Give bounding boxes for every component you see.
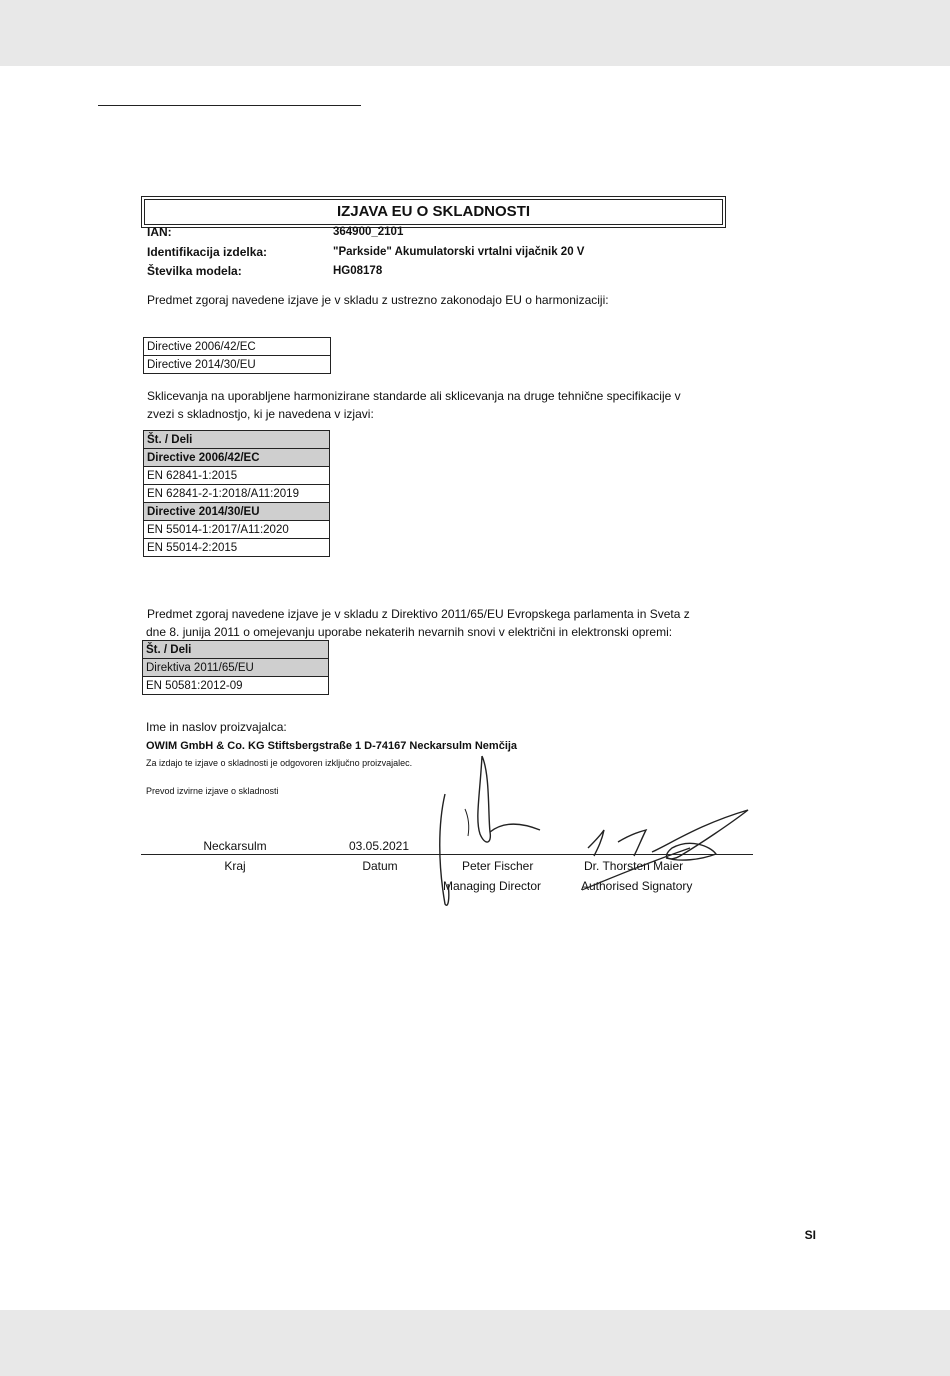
doc-title: IZJAVA EU O SKLADNOSTI: [336, 203, 531, 220]
directive-cell: Directive 2006/42/EC: [144, 338, 331, 356]
standard-row: EN 62841-2-1:2018/A11:2019: [144, 485, 330, 503]
product-id-value: "Parkside" Akumulatorski vrtalni vijačnik 20 V: [333, 246, 585, 258]
signer2-role: Authorised Signatory: [581, 879, 693, 893]
place-value: Neckarsulm: [203, 839, 267, 853]
ian-value: 364900_2101: [333, 226, 404, 238]
responsibility-text: Za izdajo te izjave o skladnosti je odgovoren izključno proizvajalec.: [146, 758, 413, 768]
rohs-text-1: Predmet zgoraj navedene izjave je v skladu z Direktivo 2011/65/EU Evropskega parlamenta in Sveta z: [147, 607, 690, 621]
directive-row: Direktiva 2011/65/EU: [143, 659, 329, 677]
table-header: Št. / Deli: [144, 431, 330, 449]
header-rule: [98, 105, 361, 106]
rohs-table: [142, 640, 329, 695]
standards-text: Sklicevanja na uporabljene harmonizirane standarde ali sklicevanja na druge tehnične specifikacije v zvezi s skladnostjo, ki je navedena v izjavi:: [147, 389, 681, 421]
language-marker: SI: [804, 1228, 816, 1242]
product-id-label: Identifikacija izdelka:: [147, 245, 268, 259]
date-label: Datum: [362, 859, 398, 873]
standard-row: EN 55014-2:2015: [144, 539, 330, 557]
standards-table: [143, 430, 330, 557]
signature-fischer: [430, 754, 550, 914]
signer1-role: Managing Director: [443, 879, 542, 893]
model-label: Številka modela:: [147, 264, 242, 278]
manufacturer-label: Ime in naslov proizvajalca:: [146, 720, 287, 734]
signer2-name: Dr. Thorsten Maier: [584, 859, 684, 873]
directive-row: Directive 2014/30/EU: [144, 503, 330, 521]
signature-maier: [580, 804, 752, 914]
directive-cell: Directive 2014/30/EU: [144, 356, 331, 374]
translation-note: Prevod izvirne izjave o skladnosti: [146, 786, 279, 796]
title-box: [144, 199, 723, 225]
date-value: 03.05.2021: [348, 839, 410, 853]
directives-table: [143, 337, 331, 374]
place-label: Kraj: [224, 859, 246, 873]
standard-row: EN 55014-1:2017/A11:2020: [144, 521, 330, 539]
model-value: HG08178: [333, 265, 383, 277]
signer1-name: Peter Fischer: [462, 859, 534, 873]
manufacturer-address: OWIM GmbH & Co. KG Stiftsbergstraße 1 D-74167 Neckarsulm Nemčija: [146, 740, 518, 752]
document-page: [0, 66, 950, 1310]
table-header: Št. / Deli: [143, 641, 329, 659]
directive-row: Directive 2006/42/EC: [144, 449, 330, 467]
intro-text: Predmet zgoraj navedene izjave je v skladu z ustrezno zakonodajo EU o harmonizaciji:: [147, 293, 609, 307]
standard-row: EN 50581:2012-09: [143, 677, 329, 695]
rohs-text-2: dne 8. junija 2011 o omejevanju uporabe nekaterih nevarnih snovi v električni in elektronski opremi:: [146, 625, 673, 639]
standard-row: EN 62841-1:2015: [144, 467, 330, 485]
ian-label: IAN:: [147, 225, 172, 239]
